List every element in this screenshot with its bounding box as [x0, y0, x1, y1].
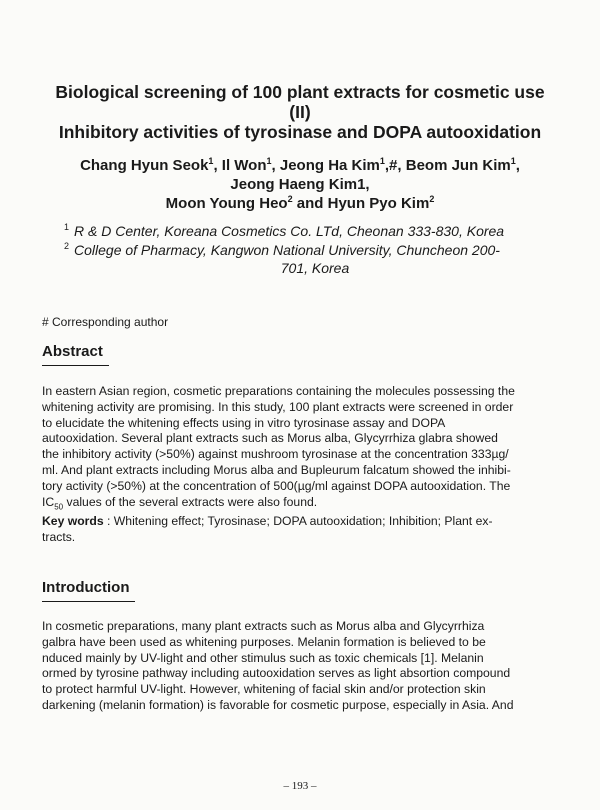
keywords-label: Key words — [42, 514, 104, 529]
author-sup: 1 — [379, 156, 385, 166]
abstract-line: the inhibitory activity (>50%) against mushroom tyrosinase at the concentration 333µg/ — [42, 447, 509, 462]
keywords-line-2: tracts. — [42, 530, 76, 545]
heading-underline — [42, 365, 109, 367]
abstract-line: tory activity (>50%) at the concentration of 500(µg/ml against DOPA autooxidation. The — [42, 478, 511, 493]
intro-line: In cosmetic preparations, many plant extracts such as Morus alba and Glycyrrhiza — [42, 619, 485, 633]
abstract-line — [42, 495, 558, 511]
abstract-line-end: values of the several extracts were also found. — [63, 494, 318, 509]
author-line-2: Jeong Haeng Kim1, — [230, 176, 370, 193]
affiliation-2: 2 College of Pharmacy, Kangwon National University, Chuncheon 200- — [64, 240, 500, 258]
title-line-1: Biological screening of 100 plant extracts for cosmetic use — [55, 82, 545, 102]
author-line-1 — [30, 156, 570, 175]
affiliation-text: College of Pharmacy, Kangwon National University, Chuncheon 200- — [74, 241, 500, 258]
introduction-heading — [42, 579, 129, 598]
corresponding-author-note: # Corresponding author — [42, 315, 169, 329]
affiliation-text: R & D Center, Koreana Cosmetics Co. LTd, Cheonan 333-830, Korea — [74, 223, 505, 239]
intro-line: nduced mainly by UV-light and other stimulus such as toxic chemicals [1]. Melanin — [42, 650, 484, 665]
abstract-body — [42, 384, 558, 546]
author-name: and Hyun Pyo Kim — [292, 195, 430, 212]
abstract-line: ml. And plant extracts including Morus alba and Bupleurum falcatum showed the inhibi- — [42, 462, 511, 477]
author-line-3 — [30, 194, 570, 213]
abstract-line: In eastern Asian region, cosmetic preparations containing the molecules possessing the — [42, 384, 515, 398]
abstract-line: whitening activity are promising. In this study, 100 plant extracts were screened in order — [42, 399, 514, 414]
keywords-text: : Whitening effect; Tyrosinase; DOPA autooxidation; Inhibition; Plant ex- — [103, 514, 493, 529]
paper-title — [30, 82, 570, 142]
author-name: , Il Won — [213, 157, 267, 174]
abstract-heading-text: Abstract — [42, 343, 103, 360]
author-name: Moon Young Heo — [165, 195, 288, 212]
author-sup: 1 — [266, 156, 272, 166]
author-list — [30, 156, 570, 213]
author-sup: 2 — [429, 194, 435, 204]
author-sup: 1 — [208, 156, 214, 166]
affiliation-2-cont: 701, Korea — [280, 260, 350, 276]
author-name: , — [515, 157, 520, 174]
intro-line: darkening (melanin formation) is favorable for cosmetic purpose, especially in Asia. And — [42, 697, 514, 712]
ic-text: IC — [42, 494, 55, 509]
intro-line: to protect harmful UV-light. However, whitening of facial skin and/or protection skin — [42, 682, 486, 697]
intro-line: galbra have been used as whitening purposes. Melanin formation is believed to be — [42, 634, 486, 649]
page-number: – 193 – — [283, 780, 317, 792]
author-sup: 1 — [510, 156, 516, 166]
abstract-heading — [42, 343, 103, 362]
title-line-3: Inhibitory activities of tyrosinase and DOPA autooxidation — [58, 122, 542, 142]
title-line-2: (II) — [289, 102, 311, 122]
keywords-line — [42, 514, 558, 530]
author-name: , Jeong Ha Kim — [271, 157, 380, 174]
author-sup: 2 — [287, 194, 293, 204]
abstract-line: autooxidation. Several plant extracts such as Morus alba, Glycyrrhiza glabra showed — [42, 431, 498, 446]
affiliations — [60, 222, 570, 278]
affiliation-1: 1 R & D Center, Koreana Cosmetics Co. LTd, Cheonan 333-830, Korea — [64, 222, 505, 239]
introduction-heading-text: Introduction — [42, 579, 130, 596]
intro-line: ormed by tyrosine pathway including autooxidation serves as light absortion compound — [42, 666, 511, 681]
author-name: Chang Hyun Seok — [80, 157, 209, 174]
introduction-body — [42, 619, 558, 714]
author-name: ,#, Beom Jun Kim — [384, 157, 511, 174]
heading-underline — [42, 601, 135, 603]
ic-subscript: 50 — [54, 502, 64, 512]
abstract-line: to elucidate the whitening effects using in vitro tyrosinase assay and DOPA — [42, 415, 446, 430]
